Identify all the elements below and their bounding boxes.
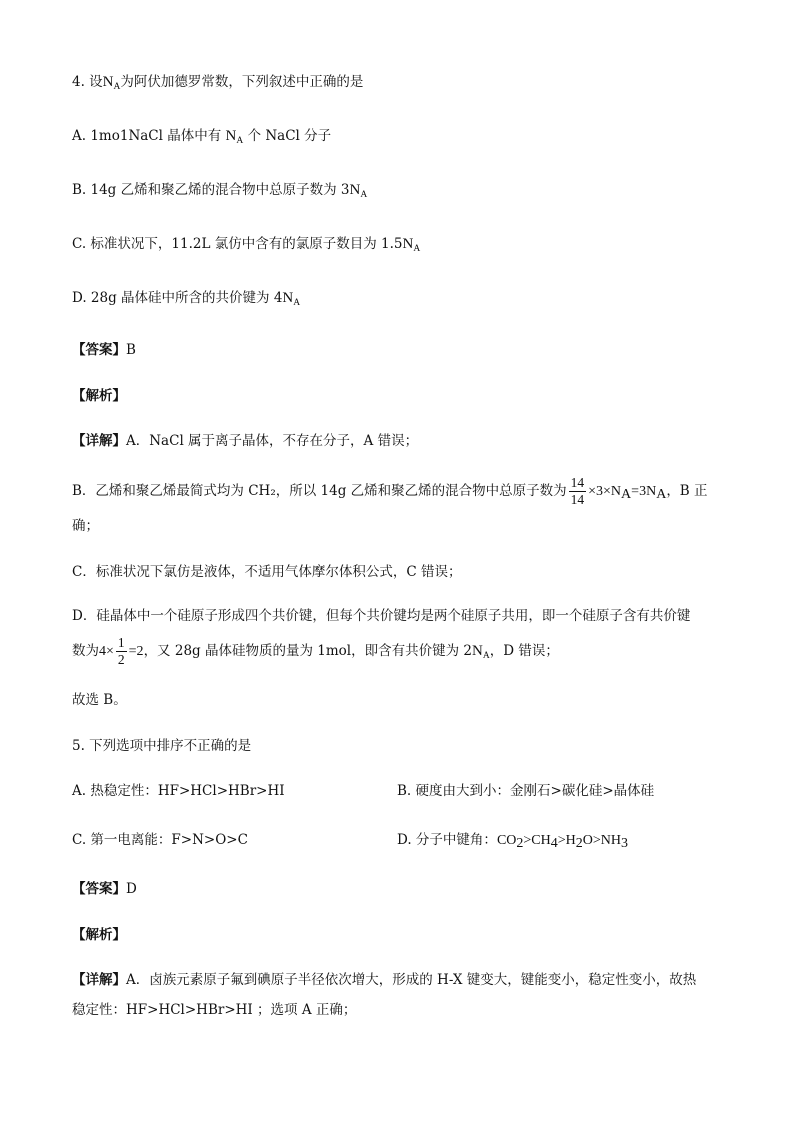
answer-value: B [126, 342, 136, 358]
q4-stem-prefix: 4. 设 [72, 74, 103, 90]
q5-option-a: A. 热稳定性：HF>HCl>HBr>HI [72, 783, 285, 799]
fraction: $\frac{1}{2}$ [117, 635, 125, 667]
q4-stem-suffix: 为阿伏加德罗常数，下列叙述中正确的是 [120, 74, 364, 90]
na-symbol: $N_A$ [402, 236, 421, 254]
detail-tag: 【详解】 [72, 433, 126, 449]
q5-option-b: B. 硬度由大到小：金刚石>碳化硅>晶体硅 [397, 783, 655, 799]
q4-option-d: D. 28g 晶体硅中所含的共价键为 $4N_A$ [72, 290, 301, 308]
q5-analysis-heading: 【解析】 [72, 927, 126, 943]
q5-stem: 5. 下列选项中排序不正确的是 [72, 738, 252, 754]
q5-answer: 【答案】D [72, 881, 137, 897]
q4-detail-b: B．乙烯和聚乙烯最简式均为 CH₂，所以 14g 乙烯和聚乙烯的混合物中总原子数为 $\frac{14}{14}$ ×3×NA=3NA，B 正 [72, 475, 708, 507]
q5-option-d: D. 分子中键角：CO2>CH4>H2O>NH3 [397, 832, 628, 851]
q4-answer [72, 340, 136, 360]
q4-detail-b-cont: 确； [72, 518, 99, 534]
na-symbol: $N_A$ [349, 182, 368, 200]
answer-tag: 【答案】 [72, 342, 126, 358]
na-symbol: $N_A$ [102, 74, 121, 92]
na-symbol: $N_A$ [225, 128, 244, 146]
na-symbol: $N_A$ [282, 290, 301, 308]
q4-option-b: B. 14g 乙烯和聚乙烯的混合物中总原子数为 $3N_A$ [72, 182, 368, 200]
fraction: $\frac{14}{14}$ [570, 475, 585, 507]
q5-option-c: C. 第一电离能：F>N>O>C [72, 832, 248, 848]
q4-detail-a: 【详解】A．NaCl 属于离子晶体，不存在分子，A 错误； [72, 433, 419, 449]
q5-detail-a-line1: 【详解】A．卤族元素原子氟到碘原子半径依次增大，形成的 H-X 键变大，键能变小，稳定性变小，故热 [72, 972, 697, 988]
q4-detail-c: C．标准状况下氯仿是液体，不适用气体摩尔体积公式，C 错误； [72, 564, 462, 580]
q4-option-a: A. 1mo1NaCl 晶体中有 $N_A$ 个 NaCl 分子 [72, 128, 332, 146]
q5-detail-a-line2: 稳定性：HF>HCl>HBr>HI ；选项 A 正确； [72, 1002, 357, 1018]
q4-detail-d-line2: 数为4× $\frac{1}{2}$ =2，又 28g 晶体硅物质的量为 1mol，即含有共价键为 $2N_A$，D 错误； [72, 635, 559, 667]
q4-stem [72, 72, 363, 97]
q4-analysis-heading: 【解析】 [72, 388, 126, 404]
na-symbol: $N_A$ [471, 643, 490, 661]
q4-conclusion: 故选 B。 [72, 692, 127, 708]
q4-option-c: C. 标准状况下，11.2L 氯仿中含有的氯原子数目为 $1.5N_A$ [72, 236, 421, 254]
q4-detail-d-line1: D．硅晶体中一个硅原子形成四个共价键，但每个共价键均是两个硅原子共用，即一个硅原子含有共价键 [72, 608, 691, 624]
